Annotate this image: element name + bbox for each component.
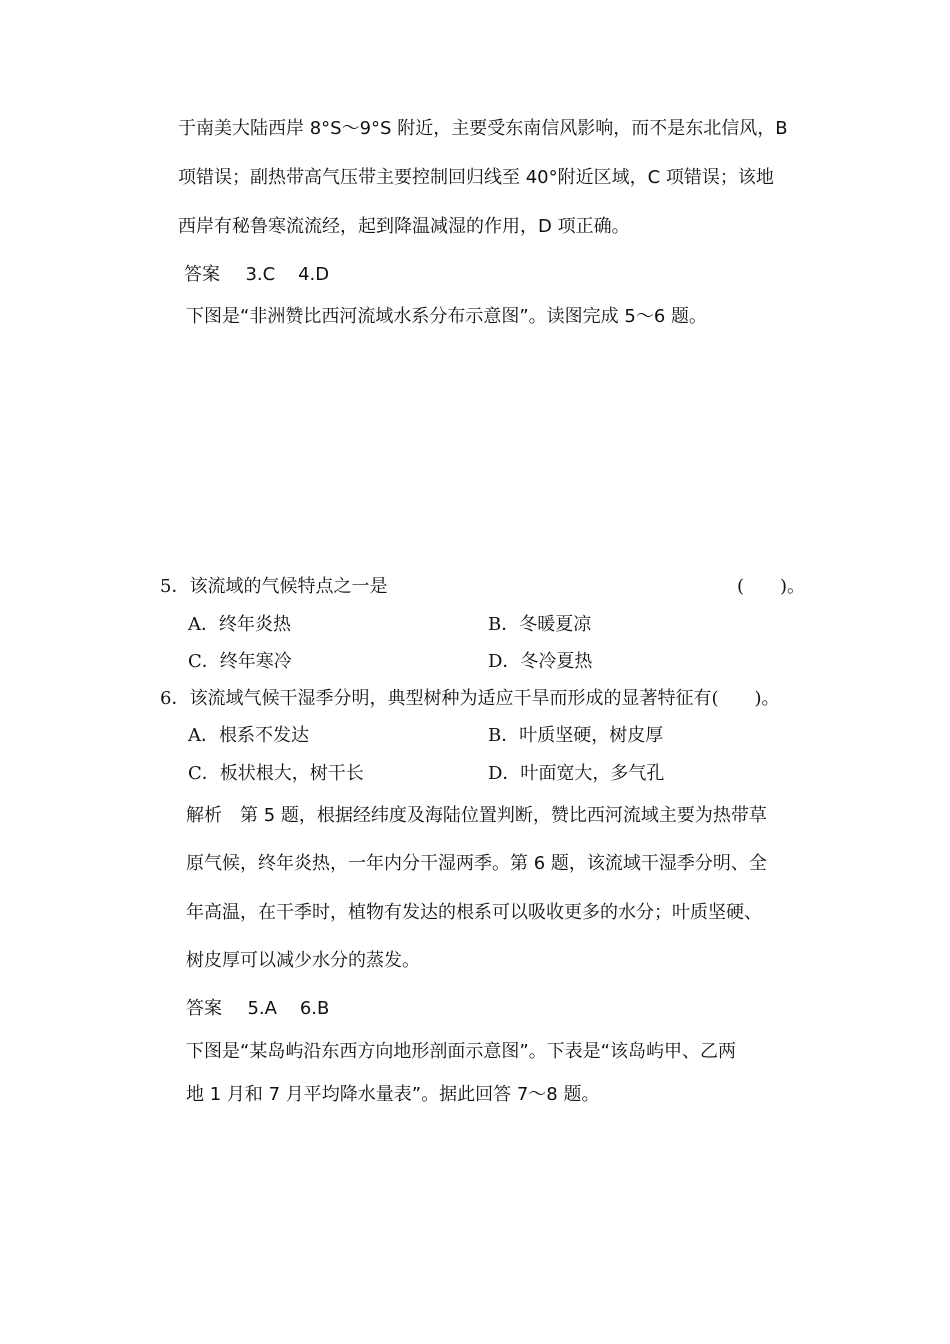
answer-label: 答案	[184, 264, 220, 285]
question-5-option-c: C．终年寒冷	[188, 651, 292, 672]
intro-7-8-line-2: 地 1 月和 7 月平均降水量表”。据此回答 7～8 题。	[186, 1084, 600, 1105]
explanation-5-6-line-2: 原气候，终年炎热，一年内分干湿两季。第 6 题，该流域干湿季分明、全	[186, 853, 767, 874]
question-6-option-d: D．叶面宽大，多气孔	[488, 763, 665, 784]
question-5-option-a: A．终年炎热	[188, 614, 291, 635]
explanation-5-6-line-1: 解析 第 5 题，根据经纬度及海陆位置判断，赞比西河流域主要为热带草	[186, 805, 767, 826]
answer-value: 3.C 4.D	[245, 264, 330, 285]
figure-placeholder	[180, 345, 800, 560]
answer-value: 5.A 6.B	[247, 998, 330, 1019]
question-5-option-b: B．冬暖夏凉	[488, 614, 592, 635]
explanation-line-3: 西岸有秘鲁寒流流经，起到降温减湿的作用，D 项正确。	[178, 216, 630, 237]
explanation-5-6-line-4: 树皮厚可以减少水分的蒸发。	[186, 950, 420, 971]
answer-row-3-4	[184, 264, 329, 286]
question-6-stem: 6．该流域气候干湿季分明，典型树种为适应干旱而形成的显著特征有( )。	[160, 688, 780, 709]
intro-5-6: 下图是“非洲赞比西河流域水系分布示意图”。读图完成 5～6 题。	[186, 306, 707, 327]
question-5-paren: ( )。	[737, 576, 806, 597]
question-6-option-b: B．叶质坚硬，树皮厚	[488, 725, 664, 746]
answer-row-5-6	[186, 998, 329, 1020]
intro-7-8-line-1: 下图是“某岛屿沿东西方向地形剖面示意图”。下表是“该岛屿甲、乙两	[186, 1041, 736, 1062]
explanation-line-1: 于南美大陆西岸 8°S～9°S 附近，主要受东南信风影响，而不是东北信风，B	[178, 118, 788, 139]
question-5-option-d: D．冬冷夏热	[488, 651, 593, 672]
answer-label: 答案	[186, 998, 222, 1019]
explanation-5-6-line-3: 年高温，在干季时，植物有发达的根系可以吸收更多的水分；叶质坚硬、	[186, 902, 762, 923]
question-6-option-c: C．板状根大，树干长	[188, 763, 364, 784]
explanation-line-2: 项错误；副热带高气压带主要控制回归线至 40°附近区域，C 项错误；该地	[178, 167, 774, 188]
question-6-option-a: A．根系不发达	[188, 725, 309, 746]
question-5-stem: 5．该流域的气候特点之一是	[160, 576, 388, 597]
